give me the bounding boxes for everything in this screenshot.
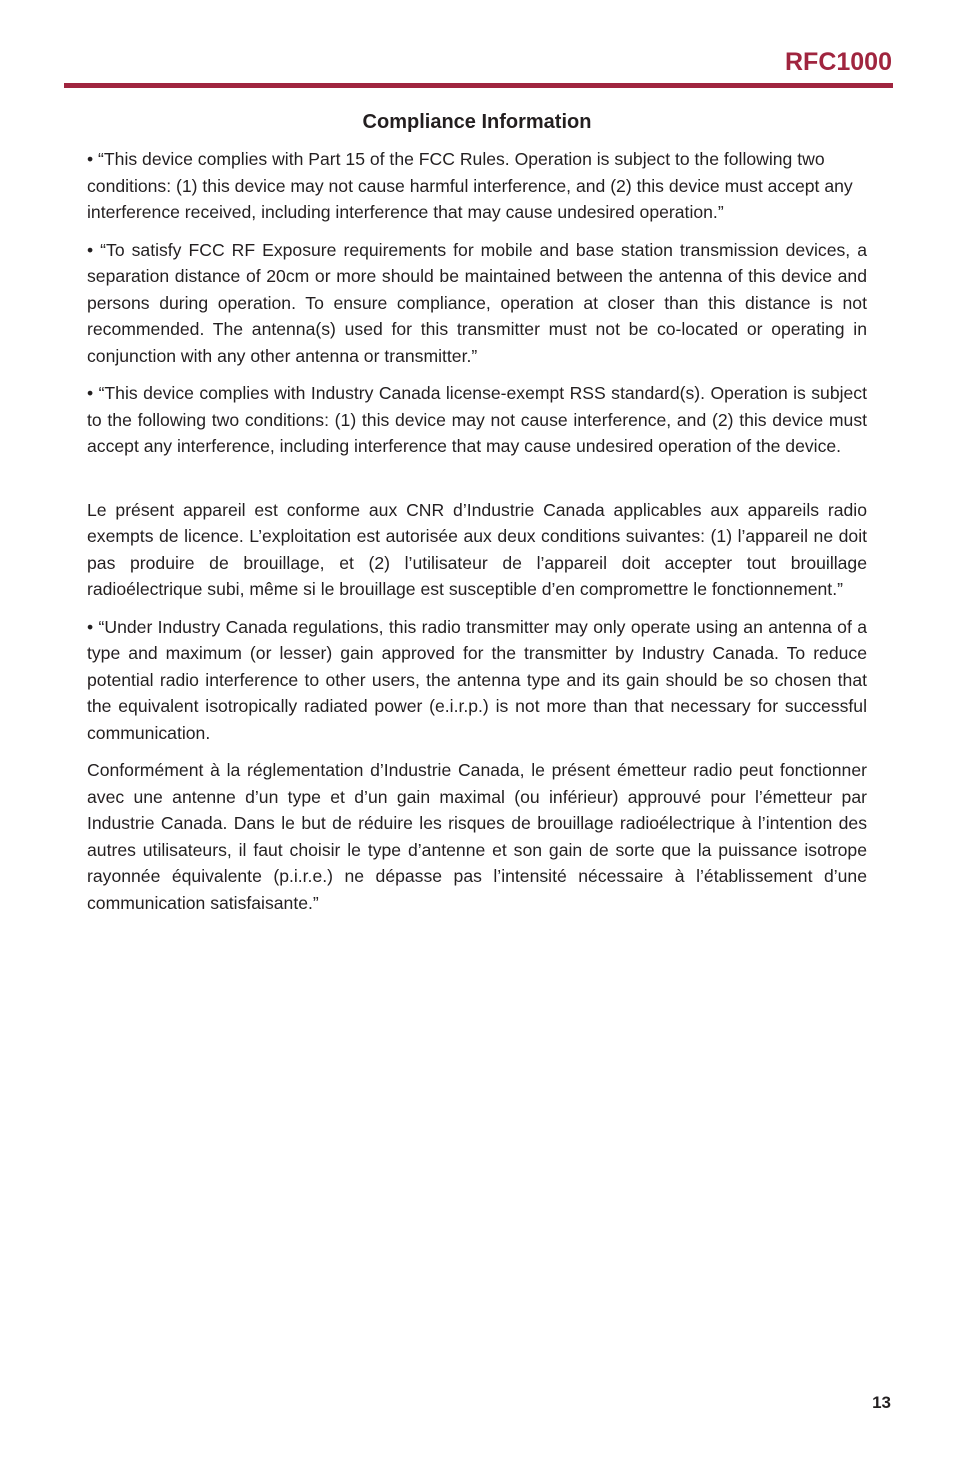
industry-canada-antenna-french-paragraph: Conformément à la réglementation d’Industrie Canada, le présent émetteur radio peut fonctionner avec une antenne d’un type et d’un gain maximal (ou inférieur) approuvé pour l’émetteur par Industrie Canada. Dans le but de réduire les risques de brouillage radioélectrique à l’intention des autres utilisateurs, il faut choisir le type d’antenne et son gain de sorte que la puissance isotrope rayonnée équivalente (p.i.r.e.) ne dépasse pas l’intensité nécessaire à l’établissement d’une communication satisfaisante.”: [87, 760, 867, 913]
industry-canada-rss-paragraph: • “This device complies with Industry Canada license-exempt RSS standard(s). Operation is subject to the following two conditions: (1) this device may not cause interference, and (2) this device must accept any interference, including interference that may cause undesired operation of the device.: [87, 383, 867, 456]
compliance-content: [87, 146, 867, 927]
header-divider: [64, 83, 893, 88]
industry-canada-antenna-paragraph: • “Under Industry Canada regulations, this radio transmitter may only operate using an antenna of a type and maximum (or lesser) gain approved for the transmitter by Industry Canada. To reduce potential radio interference to other users, the antenna type and its gain should be so chosen that the equivalent isotropically radiated power (e.i.r.p.) is not more than that necessary for successful communication.: [87, 616, 867, 743]
fcc-part15-paragraph: • “This device complies with Part 15 of the FCC Rules. Operation is subject to the following two conditions: (1) this device may not cause harmful interference, and (2) this device must accept any interference received, including interference that may cause undesired operation.”: [87, 149, 853, 222]
document-model-header: RFC1000: [785, 48, 892, 76]
section-title: Compliance Information: [362, 111, 592, 133]
page-number: 13: [872, 1393, 891, 1412]
industry-canada-french-paragraph: Le présent appareil est conforme aux CNR d’Industrie Canada applicables aux appareils radio exempts de licence. L’exploitation est autorisée aux deux conditions suivantes: (1) l’appareil ne doit pas produire de brouillage, et (2) l’utilisateur de l’appareil doit accepter tout brouillage radioélectrique subi, même si le brouillage est susceptible d’en compromettre le fonctionnement.”: [87, 499, 867, 599]
fcc-rf-exposure-paragraph: • “To satisfy FCC RF Exposure requirements for mobile and base station transmission devices, a separation distance of 20cm or more should be maintained between the antenna of this device and persons during operation. To ensure compliance, operation at closer than this distance is not recommended. The antenna(s) used for this transmitter must not be co-located or operating in conjunction with any other antenna or transmitter.”: [87, 239, 867, 366]
